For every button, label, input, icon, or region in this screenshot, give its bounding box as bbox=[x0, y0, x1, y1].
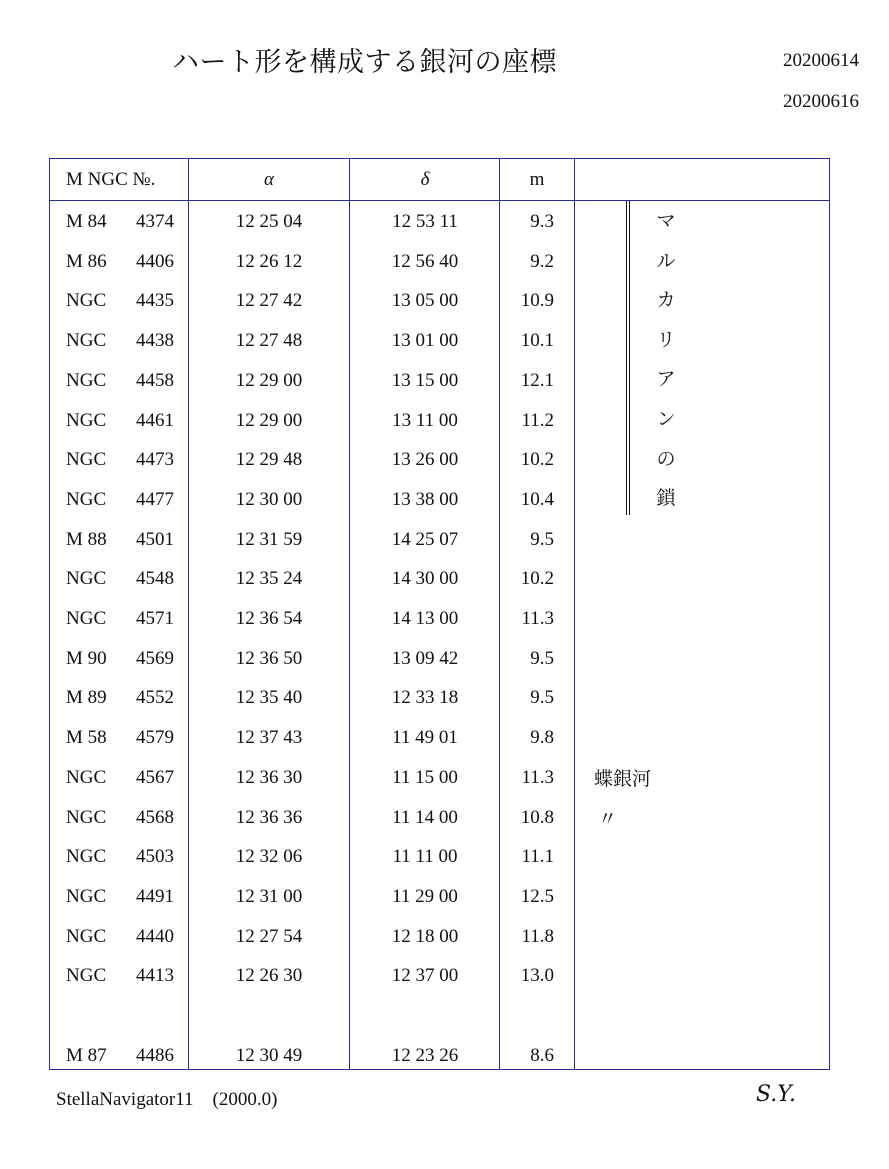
footer-source: StellaNavigator11 (2000.0) bbox=[56, 1089, 278, 1110]
cell-ngc: 4552 bbox=[136, 687, 174, 709]
cell-dec: 11 15 00 bbox=[392, 766, 458, 788]
date-2: 20200616 bbox=[783, 91, 859, 112]
header-delta: δ bbox=[420, 169, 430, 190]
cell-dec: 14 30 00 bbox=[391, 568, 459, 590]
cell-dec: 13 11 00 bbox=[392, 409, 458, 431]
cell-name: NGC bbox=[66, 409, 107, 431]
vertical-label-char: リ bbox=[656, 328, 676, 351]
cell-mag: 10.2 bbox=[520, 449, 554, 471]
markarian-chain-label bbox=[654, 209, 678, 526]
cell-mag: 10.4 bbox=[520, 488, 554, 510]
cell-name: M 89 bbox=[66, 687, 107, 709]
cell-ngc: 4438 bbox=[136, 330, 174, 352]
cell-name: NGC bbox=[66, 885, 107, 907]
cell-dec: 14 25 07 bbox=[391, 528, 459, 550]
cell-dec: 12 18 00 bbox=[391, 925, 459, 947]
ditto-mark: 〃 bbox=[598, 808, 618, 830]
vertical-label-char: 鎖 bbox=[656, 487, 676, 510]
cell-ra: 12 27 48 bbox=[235, 330, 303, 352]
cell-dec: 12 53 11 bbox=[392, 211, 458, 232]
date-1: 20200614 bbox=[783, 50, 859, 71]
vertical-label-char: ン bbox=[656, 407, 676, 430]
cell-name: M 87 bbox=[66, 1044, 107, 1066]
galaxy-table bbox=[49, 158, 830, 1070]
cell-mag: 11.1 bbox=[521, 846, 554, 868]
cell-ra: 12 29 00 bbox=[235, 409, 303, 431]
cell-mag: 8.6 bbox=[530, 1044, 554, 1066]
header-name: M NGC №. bbox=[66, 169, 156, 190]
cell-ra: 12 30 49 bbox=[235, 1044, 303, 1066]
cell-name: NGC bbox=[66, 488, 107, 510]
cell-ngc: 4569 bbox=[136, 647, 174, 669]
cell-ngc: 4435 bbox=[136, 290, 174, 312]
cell-dec: 11 49 01 bbox=[392, 727, 458, 749]
cell-name: M 84 bbox=[66, 211, 107, 232]
cell-mag: 10.2 bbox=[520, 568, 554, 590]
cell-dec: 13 01 00 bbox=[391, 330, 459, 352]
cell-dec: 12 23 26 bbox=[391, 1044, 459, 1066]
cell-name: NGC bbox=[66, 925, 107, 947]
cell-mag: 9.2 bbox=[530, 250, 554, 272]
cell-dec: 13 38 00 bbox=[391, 488, 459, 510]
cell-ra: 12 36 30 bbox=[235, 766, 303, 788]
cell-name: NGC bbox=[66, 766, 107, 788]
cell-mag: 10.1 bbox=[520, 330, 554, 352]
cell-mag: 11.8 bbox=[521, 925, 554, 947]
cell-mag: 10.8 bbox=[520, 806, 554, 828]
cell-mag: 11.3 bbox=[521, 766, 554, 788]
markarian-chain-bracket bbox=[626, 201, 630, 515]
cell-mag: 11.2 bbox=[521, 409, 554, 431]
cell-ngc: 4501 bbox=[136, 528, 174, 550]
vertical-label-char: の bbox=[656, 447, 676, 470]
cell-mag: 9.5 bbox=[530, 528, 554, 550]
cell-dec: 14 13 00 bbox=[391, 608, 459, 629]
cell-mag: 11.3 bbox=[521, 608, 554, 629]
vertical-label-char: ア bbox=[656, 368, 676, 391]
cell-dec: 13 05 00 bbox=[391, 290, 459, 312]
cell-ngc: 4503 bbox=[136, 846, 174, 868]
butterfly-galaxy-note: 蝶銀河 bbox=[594, 768, 652, 790]
cell-ngc: 4477 bbox=[136, 488, 174, 510]
cell-name: M 90 bbox=[66, 647, 107, 669]
cell-ngc: 4461 bbox=[136, 409, 174, 431]
cell-ra: 12 35 40 bbox=[235, 687, 303, 709]
cell-name: NGC bbox=[66, 568, 107, 590]
cell-name: NGC bbox=[66, 330, 107, 352]
cell-ra: 12 37 43 bbox=[235, 727, 303, 749]
cell-mag: 9.5 bbox=[530, 647, 554, 669]
cell-name: M 88 bbox=[66, 528, 107, 550]
cell-name: M 58 bbox=[66, 727, 107, 749]
cell-mag: 9.3 bbox=[530, 211, 554, 232]
cell-ngc: 4486 bbox=[136, 1044, 174, 1066]
cell-dec: 11 14 00 bbox=[392, 806, 458, 828]
cell-name: NGC bbox=[66, 965, 107, 987]
cell-ra: 12 27 54 bbox=[235, 925, 303, 947]
cell-ngc: 4571 bbox=[136, 608, 174, 629]
cell-ra: 12 36 50 bbox=[235, 647, 303, 669]
cell-mag: 9.5 bbox=[530, 687, 554, 709]
cell-ra: 12 29 48 bbox=[235, 449, 303, 471]
cell-name: NGC bbox=[66, 369, 107, 391]
cell-mag: 12.1 bbox=[520, 369, 554, 391]
signature: S.Y. bbox=[756, 1082, 796, 1107]
cell-name: NGC bbox=[66, 449, 107, 471]
cell-mag: 12.5 bbox=[520, 885, 554, 907]
cell-ngc: 4406 bbox=[136, 250, 174, 272]
vertical-label-char: マ bbox=[656, 210, 676, 232]
cell-dec: 11 11 00 bbox=[392, 846, 458, 868]
cell-dec: 13 26 00 bbox=[391, 449, 459, 471]
cell-ngc: 4579 bbox=[136, 727, 174, 749]
cell-ra: 12 31 00 bbox=[235, 885, 303, 907]
cell-dec: 13 15 00 bbox=[391, 369, 459, 391]
cell-ra: 12 32 06 bbox=[235, 846, 303, 868]
cell-ra: 12 26 30 bbox=[235, 965, 303, 987]
cell-ra: 12 36 36 bbox=[235, 806, 303, 828]
cell-ra: 12 25 04 bbox=[235, 211, 303, 232]
cell-ra: 12 30 00 bbox=[235, 488, 303, 510]
cell-ngc: 4374 bbox=[136, 211, 174, 232]
cell-ra: 12 35 24 bbox=[235, 568, 303, 590]
vertical-label-char: ル bbox=[656, 249, 676, 272]
cell-ngc: 4473 bbox=[136, 449, 174, 471]
vertical-label-char: カ bbox=[656, 289, 676, 312]
cell-ngc: 4458 bbox=[136, 369, 174, 391]
cell-mag: 10.9 bbox=[520, 290, 554, 312]
cell-dec: 12 33 18 bbox=[391, 687, 459, 709]
cell-ra: 12 27 42 bbox=[235, 290, 303, 312]
cell-ngc: 4548 bbox=[136, 568, 174, 590]
cell-ngc: 4567 bbox=[136, 766, 174, 788]
cell-name: NGC bbox=[66, 608, 107, 629]
header-divider bbox=[50, 200, 829, 201]
cell-name: NGC bbox=[66, 290, 107, 312]
cell-ngc: 4568 bbox=[136, 806, 174, 828]
cell-dec: 12 56 40 bbox=[391, 250, 459, 272]
header-magnitude: m bbox=[529, 169, 545, 190]
cell-ra: 12 26 12 bbox=[235, 250, 303, 272]
page-title: ハート形を構成する銀河の座標 bbox=[172, 47, 557, 78]
cell-dec: 13 09 42 bbox=[391, 647, 459, 669]
cell-mag: 13.0 bbox=[520, 965, 554, 987]
cell-name: M 86 bbox=[66, 250, 107, 272]
cell-dec: 12 37 00 bbox=[391, 965, 459, 987]
cell-name: NGC bbox=[66, 846, 107, 868]
cell-ra: 12 29 00 bbox=[235, 369, 303, 391]
cell-ra: 12 31 59 bbox=[235, 528, 303, 550]
cell-ra: 12 36 54 bbox=[235, 608, 303, 629]
cell-ngc: 4413 bbox=[136, 965, 174, 987]
cell-ngc: 4440 bbox=[136, 925, 174, 947]
header-alpha: α bbox=[264, 169, 274, 190]
cell-mag: 9.8 bbox=[530, 727, 554, 749]
cell-ngc: 4491 bbox=[136, 885, 174, 907]
column-divider bbox=[574, 159, 575, 1069]
cell-name: NGC bbox=[66, 806, 107, 828]
cell-dec: 11 29 00 bbox=[392, 885, 458, 907]
